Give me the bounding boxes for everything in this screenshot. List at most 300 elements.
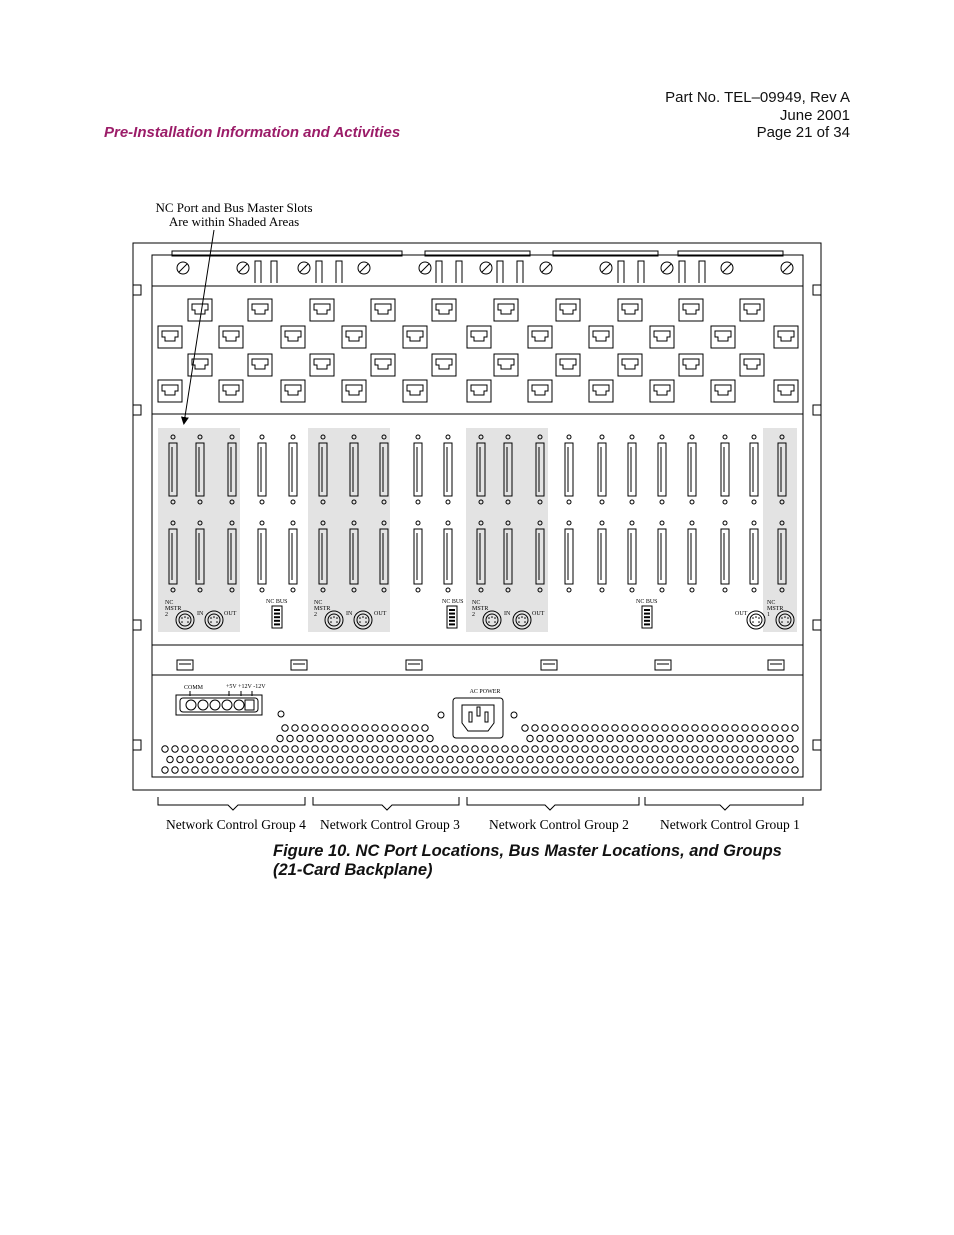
vent-hole (442, 767, 448, 773)
vent-hole (232, 746, 238, 752)
vent-hole (342, 767, 348, 773)
screw-slot (783, 264, 791, 272)
rj45-port-icon (467, 326, 491, 348)
vent-hole (737, 735, 743, 741)
nc-bus-label-1: NC BUS (266, 599, 288, 605)
vent-hole (387, 735, 393, 741)
vent-hole (747, 735, 753, 741)
vent-hole (312, 725, 318, 731)
vent-hole (457, 756, 463, 762)
vent-hole (422, 725, 428, 731)
vent-hole (552, 725, 558, 731)
vent-hole (192, 746, 198, 752)
vent-hole (462, 746, 468, 752)
vent-hole (402, 725, 408, 731)
vent-hole (557, 735, 563, 741)
card-connector (598, 435, 606, 504)
vent-hole (382, 725, 388, 731)
vent-hole (742, 746, 748, 752)
rj45-port-icon (679, 354, 703, 376)
vent-hole (182, 746, 188, 752)
vent-hole (542, 746, 548, 752)
vent-hole (362, 746, 368, 752)
out-label-g3: OUT (374, 611, 387, 617)
nc-mstr-label-g1-1: NC (767, 600, 776, 606)
vent-hole (702, 725, 708, 731)
callout-line-2: Are within Shaded Areas (168, 214, 300, 229)
comm-power-connector (176, 684, 284, 717)
vent-hole (632, 767, 638, 773)
vent-hole (467, 756, 473, 762)
vent-hole (602, 725, 608, 731)
vent-hole (307, 756, 313, 762)
vent-hole (772, 725, 778, 731)
card-connector (598, 521, 606, 592)
vent-hole (352, 767, 358, 773)
vent-hole (332, 746, 338, 752)
rj45-port-icon (528, 326, 552, 348)
vent-hole (502, 746, 508, 752)
nc-mstr-label-g4-2: MSTR (165, 606, 182, 612)
vent-hole (472, 746, 478, 752)
vent-hole (572, 767, 578, 773)
card-connector (414, 521, 422, 592)
vent-hole (792, 767, 798, 773)
in-label-g3: IN (346, 611, 353, 617)
vent-hole (282, 746, 288, 752)
card-clip (436, 261, 462, 283)
vent-hole (722, 725, 728, 731)
vent-hole (752, 746, 758, 752)
vent-hole (672, 746, 678, 752)
screw-slot (421, 264, 429, 272)
vent-hole (562, 746, 568, 752)
nc-mstr-label-g1-2: MSTR (767, 606, 784, 612)
vent-hole (277, 735, 283, 741)
vent-hole (322, 725, 328, 731)
vent-hole (642, 746, 648, 752)
nc-mstr-label-g4-1: NC (165, 600, 174, 606)
vent-hole (767, 735, 773, 741)
vent-hole (512, 746, 518, 752)
voltage-labels: +5V +12V -12V (226, 684, 266, 690)
rj45-port-icon (371, 299, 395, 321)
vent-hole (637, 735, 643, 741)
nc-bus-label-2: NC BUS (442, 599, 464, 605)
vent-hole (702, 746, 708, 752)
rj45-port-icon (556, 299, 580, 321)
card-guide (768, 660, 784, 670)
card-clip (255, 261, 277, 283)
vent-hole (282, 725, 288, 731)
vent-hole (687, 756, 693, 762)
vent-hole (257, 756, 263, 762)
card-connector (658, 521, 666, 592)
vent-hole (597, 756, 603, 762)
card-connector (289, 521, 297, 592)
vent-hole (342, 725, 348, 731)
card-connector (258, 521, 266, 592)
rj45-port-icon (342, 326, 366, 348)
out-label-g4: OUT (224, 611, 237, 617)
vent-hole (592, 767, 598, 773)
vent-hole (627, 735, 633, 741)
vent-hole (367, 756, 373, 762)
card-connector (721, 521, 729, 592)
vent-hole (352, 746, 358, 752)
callout-arrow (184, 230, 214, 423)
vent-hole (712, 767, 718, 773)
vent-hole (647, 756, 653, 762)
doc-date: June 2001 (779, 106, 850, 124)
comm-label: COMM (184, 685, 204, 691)
vent-hole (352, 725, 358, 731)
rj45-port-icon (711, 380, 735, 402)
vent-hole (662, 746, 668, 752)
vent-hole (382, 767, 388, 773)
vent-hole (707, 756, 713, 762)
vent-hole (637, 756, 643, 762)
vent-hole (262, 746, 268, 752)
card-connector (444, 521, 452, 592)
vent-hole (607, 756, 613, 762)
vent-hole (212, 767, 218, 773)
vent-hole (492, 746, 498, 752)
vent-hole (217, 756, 223, 762)
vent-hole (542, 725, 548, 731)
rj45-port-icon (494, 299, 518, 321)
vent-hole (317, 735, 323, 741)
vent-hole (487, 756, 493, 762)
screw-slot (723, 264, 731, 272)
vent-hole (692, 767, 698, 773)
rj45-port-icon (371, 354, 395, 376)
card-guide (177, 660, 193, 670)
rj45-port-icon (774, 380, 798, 402)
vent-hole (747, 756, 753, 762)
vent-hole (562, 767, 568, 773)
vent-hole (222, 746, 228, 752)
vent-hole (497, 756, 503, 762)
out-label-g2: OUT (532, 611, 545, 617)
card-connector (565, 521, 573, 592)
vent-hole (272, 767, 278, 773)
vent-hole (712, 746, 718, 752)
vent-hole (392, 746, 398, 752)
vent-hole (242, 767, 248, 773)
rj45-port-icon (158, 326, 182, 348)
vent-hole (582, 746, 588, 752)
vent-hole (662, 725, 668, 731)
vent-hole (412, 725, 418, 731)
screw-slot (602, 264, 610, 272)
vent-hole (647, 735, 653, 741)
nc-bus-switch (642, 606, 652, 628)
vent-hole (687, 735, 693, 741)
vent-hole (697, 756, 703, 762)
card-guide (406, 660, 422, 670)
vent-hole (682, 767, 688, 773)
vent-hole (482, 767, 488, 773)
vent-hole (522, 767, 528, 773)
vent-hole (282, 767, 288, 773)
vent-hole (307, 735, 313, 741)
rj45-port-icon (432, 354, 456, 376)
vent-hole (197, 756, 203, 762)
vent-hole (172, 767, 178, 773)
vent-hole (442, 746, 448, 752)
vent-hole (237, 756, 243, 762)
vent-hole (392, 767, 398, 773)
vent-hole (567, 756, 573, 762)
vent-hole (337, 735, 343, 741)
group-braces (158, 797, 803, 810)
rj45-port-icon (589, 326, 613, 348)
group-label-3: Network Control Group 3 (320, 817, 460, 832)
vent-hole (327, 756, 333, 762)
card-connector (289, 435, 297, 504)
group-label-4: Network Control Group 4 (166, 817, 306, 832)
vent-hole (182, 767, 188, 773)
card-guides (177, 660, 784, 670)
rj45-port-icon (403, 380, 427, 402)
nc-bus-switch (447, 606, 457, 628)
din-port-icon (747, 611, 765, 629)
vent-hole (167, 756, 173, 762)
screw-slot (482, 264, 490, 272)
vent-hole (347, 735, 353, 741)
vent-hole (422, 746, 428, 752)
vent-hole (537, 735, 543, 741)
vent-hole (372, 725, 378, 731)
nc-mstr-label-g2-1: NC (472, 600, 481, 606)
card-connector (628, 435, 636, 504)
vent-hole (767, 756, 773, 762)
vent-hole (692, 725, 698, 731)
vent-hole (332, 725, 338, 731)
screw-slot (542, 264, 550, 272)
vent-hole (722, 767, 728, 773)
ac-power-label: AC POWER (469, 689, 501, 695)
vent-hole (662, 767, 668, 773)
screw-slot (179, 264, 187, 272)
vent-hole (362, 767, 368, 773)
vent-hole (627, 756, 633, 762)
rj45-port-icon (740, 354, 764, 376)
vent-hole (462, 767, 468, 773)
card-connector (658, 435, 666, 504)
vent-hole (652, 725, 658, 731)
rj45-port-icon (310, 354, 334, 376)
vent-hole (162, 767, 168, 773)
vent-hole (272, 746, 278, 752)
vent-hole (212, 746, 218, 752)
vent-hole (727, 756, 733, 762)
vent-hole (347, 756, 353, 762)
vent-hole (407, 735, 413, 741)
rj45-port-icon (650, 326, 674, 348)
vent-hole (297, 756, 303, 762)
nc-bus-switch (272, 606, 282, 628)
card-clip (316, 261, 342, 283)
vent-hole (302, 767, 308, 773)
vent-hole (362, 725, 368, 731)
vent-hole (287, 735, 293, 741)
rj45-port-icon (618, 354, 642, 376)
vent-hole (312, 746, 318, 752)
vent-hole (787, 756, 793, 762)
vent-hole (417, 735, 423, 741)
vent-hole (682, 746, 688, 752)
vent-hole (292, 746, 298, 752)
vent-hole (737, 756, 743, 762)
rj45-port-icon (589, 380, 613, 402)
ac-power-inlet (438, 689, 517, 738)
vent-hole (337, 756, 343, 762)
vent-hole (617, 735, 623, 741)
card-connector (688, 521, 696, 592)
vent-hole (402, 746, 408, 752)
section-title: Pre-Installation Information and Activities (104, 124, 401, 141)
vent-hole (387, 756, 393, 762)
vent-hole (597, 735, 603, 741)
vent-hole (482, 746, 488, 752)
vent-hole (202, 767, 208, 773)
vent-hole (452, 746, 458, 752)
vent-hole (617, 756, 623, 762)
vent-hole (792, 746, 798, 752)
vent-hole (522, 725, 528, 731)
vent-hole (187, 756, 193, 762)
vent-hole (642, 767, 648, 773)
vent-hole (392, 725, 398, 731)
vent-hole (677, 735, 683, 741)
vent-hole (787, 735, 793, 741)
vent-hole (207, 756, 213, 762)
vent-hole (792, 725, 798, 731)
rj45-port-icon (219, 380, 243, 402)
vent-hole (432, 767, 438, 773)
vent-hole (742, 767, 748, 773)
vent-hole (472, 767, 478, 773)
screw-slot (239, 264, 247, 272)
vent-hole (357, 735, 363, 741)
in-label-g2: IN (504, 611, 511, 617)
vent-hole (717, 756, 723, 762)
vent-hole (772, 746, 778, 752)
vent-hole (587, 756, 593, 762)
vent-hole (782, 746, 788, 752)
vent-hole (267, 756, 273, 762)
vent-hole (592, 725, 598, 731)
card-connector (750, 521, 758, 592)
vent-hole (397, 735, 403, 741)
vent-hole (287, 756, 293, 762)
vent-hole (247, 756, 253, 762)
vent-hole (342, 746, 348, 752)
vent-hole (582, 725, 588, 731)
vent-hole (407, 756, 413, 762)
vent-hole (702, 767, 708, 773)
rj45-port-icon (774, 326, 798, 348)
card-connector (258, 435, 266, 504)
vent-hole (357, 756, 363, 762)
vent-hole (382, 746, 388, 752)
vent-hole (567, 735, 573, 741)
vent-hole (252, 746, 258, 752)
vent-hole (657, 735, 663, 741)
vent-hole (162, 746, 168, 752)
rj45-ports (158, 299, 798, 402)
vent-hole (707, 735, 713, 741)
vent-hole (377, 735, 383, 741)
vent-hole (252, 767, 258, 773)
vent-hole (622, 746, 628, 752)
nc-mstr-label-g3-1: NC (314, 600, 323, 606)
vent-hole (202, 746, 208, 752)
vent-hole (782, 725, 788, 731)
card-connector (688, 435, 696, 504)
vent-hole (532, 767, 538, 773)
vent-hole (447, 756, 453, 762)
top-screws (177, 261, 793, 283)
vent-hole (327, 735, 333, 741)
nc-mstr-label-g2-3: 2 (472, 612, 475, 618)
vent-hole (302, 746, 308, 752)
vent-hole (657, 756, 663, 762)
group-label-1: Network Control Group 1 (660, 817, 800, 832)
vent-hole (477, 756, 483, 762)
vent-hole (517, 756, 523, 762)
card-connector (628, 521, 636, 592)
vent-hole (762, 767, 768, 773)
vent-hole (667, 735, 673, 741)
rj45-port-icon (248, 299, 272, 321)
vent-hole (577, 756, 583, 762)
vent-hole (742, 725, 748, 731)
rj45-port-icon (711, 326, 735, 348)
card-clip (618, 261, 644, 283)
rj45-port-icon (740, 299, 764, 321)
card-guide (541, 660, 557, 670)
vent-hole (532, 746, 538, 752)
vent-hole (542, 767, 548, 773)
vent-hole (427, 756, 433, 762)
vent-hole (622, 767, 628, 773)
vent-hole (632, 746, 638, 752)
rj45-port-icon (618, 299, 642, 321)
vent-hole (732, 767, 738, 773)
rj45-port-icon (342, 380, 366, 402)
vent-hole (302, 725, 308, 731)
rj45-port-icon (494, 354, 518, 376)
rj45-port-icon (310, 299, 334, 321)
vent-hole (242, 746, 248, 752)
rj45-port-icon (248, 354, 272, 376)
vent-hole (177, 756, 183, 762)
vent-hole (172, 746, 178, 752)
rj45-port-icon (528, 380, 552, 402)
vent-hole (562, 725, 568, 731)
screw-slot (360, 264, 368, 272)
vent-hole (607, 735, 613, 741)
card-connector (565, 435, 573, 504)
card-connector (750, 435, 758, 504)
nc-mstr-label-g4-3: 2 (165, 612, 168, 618)
page-number: Page 21 of 34 (756, 124, 850, 141)
vent-hole (612, 767, 618, 773)
vent-hole (512, 767, 518, 773)
